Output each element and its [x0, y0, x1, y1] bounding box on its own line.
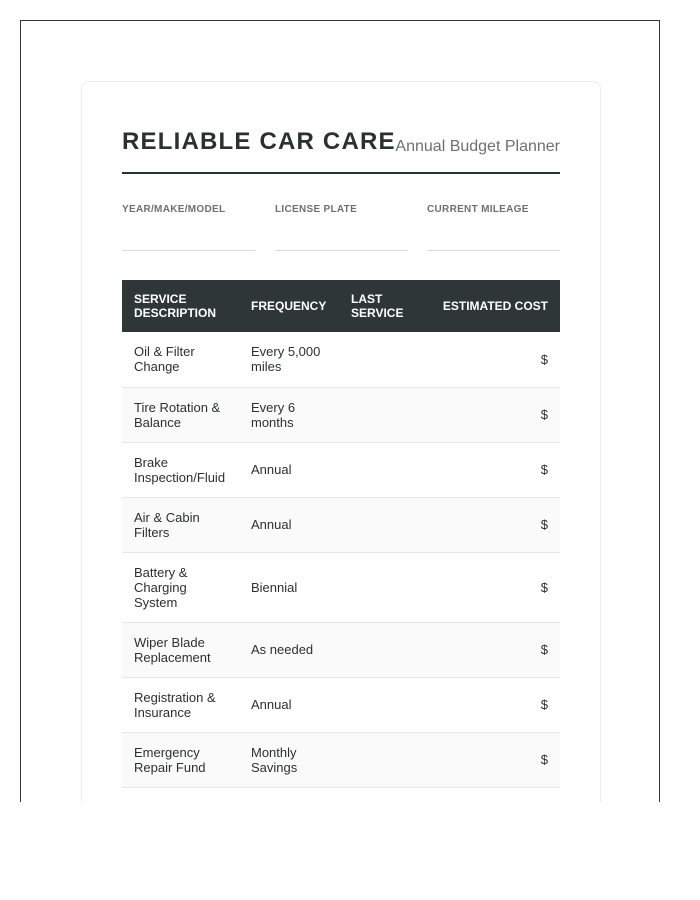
last-service-cell[interactable] — [339, 442, 419, 497]
frequency-cell: Every 6 months — [239, 387, 339, 442]
frequency-cell: Every 5,000 miles — [239, 332, 339, 387]
cost-cell[interactable]: $ — [419, 387, 560, 442]
license-plate-label: LICENSE PLATE — [275, 204, 358, 215]
cost-cell[interactable]: $ — [419, 442, 560, 497]
last-service-cell[interactable] — [339, 732, 419, 787]
column-header-frequency: FREQUENCY — [239, 280, 339, 332]
frequency-cell: Annual — [239, 442, 339, 497]
last-service-cell[interactable] — [339, 622, 419, 677]
table-row — [122, 732, 560, 787]
last-service-cell[interactable] — [339, 332, 419, 387]
column-header-last-service: LAST SERVICE — [339, 280, 419, 332]
table-row — [122, 497, 560, 552]
current-mileage-field[interactable] — [427, 204, 560, 251]
service-cell: Air & Cabin Filters — [122, 497, 239, 552]
year-make-model-field[interactable] — [122, 204, 255, 251]
cost-cell[interactable]: $ — [419, 677, 560, 732]
table-row — [122, 332, 560, 387]
cost-cell[interactable]: $ — [419, 622, 560, 677]
page-subtitle: Annual Budget Planner — [395, 138, 560, 155]
last-service-cell[interactable] — [339, 497, 419, 552]
frequency-cell: Biennial — [239, 552, 339, 622]
last-service-cell[interactable] — [339, 677, 419, 732]
service-table — [122, 280, 560, 788]
cost-cell[interactable]: $ — [419, 497, 560, 552]
table-row — [122, 622, 560, 677]
column-header-service: SERVICE DESCRIPTION — [122, 280, 239, 332]
table-row — [122, 387, 560, 442]
service-cell: Brake Inspection/Fluid — [122, 442, 239, 497]
column-header-cost: ESTIMATED COST — [419, 280, 560, 332]
cost-cell[interactable]: $ — [419, 732, 560, 787]
planner-card — [81, 81, 601, 802]
last-service-cell[interactable] — [339, 552, 419, 622]
service-cell: Oil & Filter Change — [122, 332, 239, 387]
brand-title: RELIABLE CAR CARE — [122, 128, 396, 155]
last-service-cell[interactable] — [339, 387, 419, 442]
frequency-cell: Annual — [239, 497, 339, 552]
vehicle-info-fields — [122, 204, 560, 254]
service-cell: Registration & Insurance — [122, 677, 239, 732]
page-frame — [20, 20, 660, 802]
frequency-cell: Annual — [239, 677, 339, 732]
service-cell: Tire Rotation & Balance — [122, 387, 239, 442]
year-make-model-label: YEAR/MAKE/MODEL — [122, 204, 226, 215]
table-row — [122, 677, 560, 732]
service-cell: Emergency Repair Fund — [122, 732, 239, 787]
frequency-cell: Monthly Savings — [239, 732, 339, 787]
table-row — [122, 552, 560, 622]
license-plate-field[interactable] — [275, 204, 408, 251]
table-header-row — [122, 280, 560, 332]
service-cell: Wiper Blade Replacement — [122, 622, 239, 677]
service-cell: Battery & Charging System — [122, 552, 239, 622]
frequency-cell: As needed — [239, 622, 339, 677]
current-mileage-label: CURRENT MILEAGE — [427, 204, 529, 215]
header — [122, 126, 560, 174]
table-row — [122, 442, 560, 497]
cost-cell[interactable]: $ — [419, 332, 560, 387]
cost-cell[interactable]: $ — [419, 552, 560, 622]
